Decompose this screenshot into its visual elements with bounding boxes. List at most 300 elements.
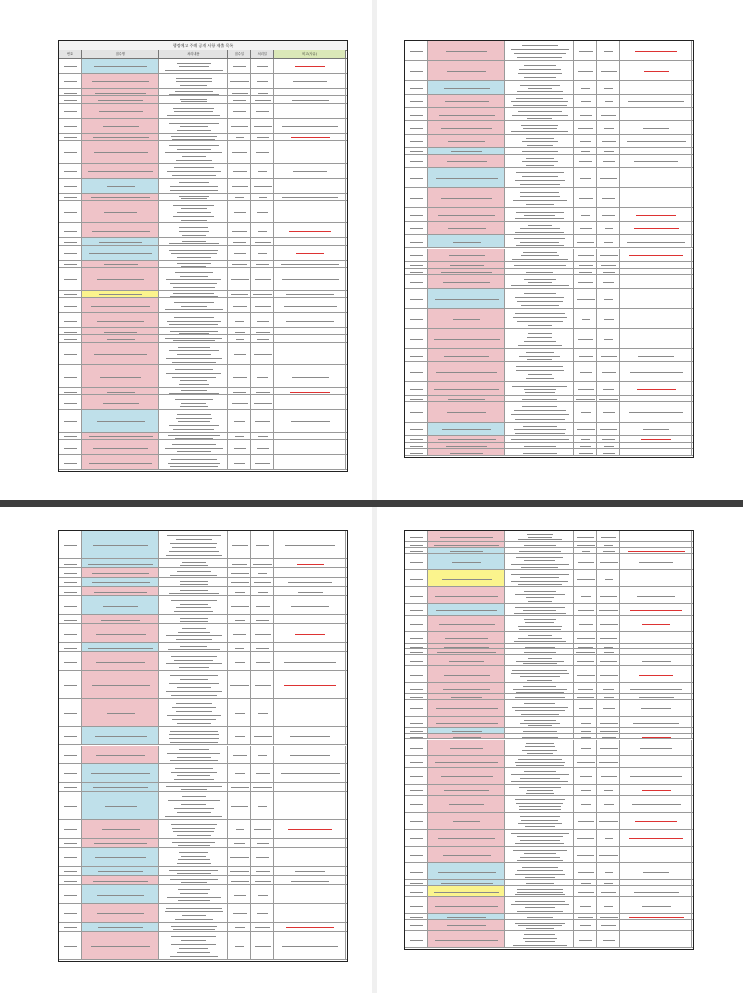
table-row (405, 813, 693, 830)
table-cell (405, 666, 428, 682)
table-cell (620, 785, 692, 795)
table-cell (620, 135, 692, 147)
table-cell (82, 867, 159, 875)
table-cell (159, 433, 228, 439)
table-cell (574, 423, 597, 435)
table-cell (597, 289, 620, 308)
table-cell (574, 362, 597, 381)
table-cell (428, 275, 505, 287)
table-row (405, 396, 693, 403)
table-cell (597, 847, 620, 863)
table-cell (505, 813, 574, 829)
table-cell (574, 897, 597, 913)
table-cell (274, 587, 346, 595)
table-row (59, 179, 347, 194)
table-cell (228, 328, 251, 334)
table-cell (159, 904, 228, 922)
table-cell (228, 820, 251, 838)
table-cell (620, 155, 692, 167)
table-cell (428, 616, 505, 632)
table-row (405, 188, 693, 208)
table-cell (82, 727, 159, 745)
table-cell (597, 683, 620, 693)
table-cell (405, 785, 428, 795)
table-cell (251, 839, 274, 847)
table-cell (59, 238, 82, 244)
table-cell (597, 880, 620, 885)
table-cell (82, 268, 159, 289)
table-row (59, 578, 347, 587)
table-cell (59, 615, 82, 623)
table-cell (228, 559, 251, 567)
table-cell (620, 289, 692, 308)
table-cell (505, 880, 574, 885)
table-cell (228, 792, 251, 819)
table-cell (59, 328, 82, 334)
table-cell (597, 796, 620, 812)
table-row (59, 568, 347, 577)
table-cell (428, 235, 505, 247)
table-cell (428, 148, 505, 154)
table-cell (620, 329, 692, 348)
table-cell (574, 402, 597, 421)
table-cell (574, 135, 597, 147)
table-cell (505, 683, 574, 693)
table-cell (82, 587, 159, 595)
table-cell (274, 643, 346, 651)
table-cell (405, 886, 428, 896)
table-cell (405, 148, 428, 154)
table-cell (251, 671, 274, 698)
table-row (59, 291, 347, 298)
table-cell (159, 783, 228, 791)
table-cell (428, 886, 505, 896)
table-cell (251, 867, 274, 875)
table-cell (228, 410, 251, 431)
table-cell (505, 649, 574, 654)
table-cell (597, 700, 620, 716)
table-cell (428, 188, 505, 207)
table-row (59, 624, 347, 643)
table-cell (405, 768, 428, 784)
table-cell (82, 904, 159, 922)
table-cell (82, 652, 159, 670)
table-cell (274, 624, 346, 642)
table-cell (574, 655, 597, 665)
table-cell (82, 932, 159, 959)
table-cell (274, 59, 346, 73)
table-cell (274, 179, 346, 193)
table-cell (405, 309, 428, 328)
table-cell (274, 867, 346, 875)
table-cell (597, 616, 620, 632)
table-cell (428, 95, 505, 107)
table-cell (620, 847, 692, 863)
table-cell (82, 559, 159, 567)
table-cell (59, 699, 82, 726)
table-cell (251, 395, 274, 409)
table-cell (428, 920, 505, 930)
table-cell (505, 886, 574, 896)
table-row (405, 531, 693, 542)
table-cell (228, 531, 251, 558)
table-cell (159, 201, 228, 222)
table-cell (274, 848, 346, 866)
table-cell (505, 121, 574, 133)
table-cell (505, 188, 574, 207)
table-cell (405, 436, 428, 442)
table-cell (428, 897, 505, 913)
table-cell (274, 764, 346, 782)
table-cell (82, 885, 159, 903)
table-row (405, 41, 693, 61)
table-cell (405, 880, 428, 885)
table-cell (251, 848, 274, 866)
table-cell (574, 269, 597, 275)
table-cell (228, 615, 251, 623)
table-cell (59, 746, 82, 764)
table-cell (82, 578, 159, 586)
table-row (405, 785, 693, 796)
table-cell (597, 222, 620, 234)
table-cell (82, 848, 159, 866)
table-cell (251, 440, 274, 454)
table-cell (574, 785, 597, 795)
table-cell (82, 783, 159, 791)
table-cell (159, 365, 228, 386)
table-cell (597, 655, 620, 665)
table-cell (82, 141, 159, 162)
table-cell (59, 313, 82, 327)
table-cell (82, 298, 159, 312)
table-cell (228, 596, 251, 614)
table-cell (251, 268, 274, 289)
page-bottom-left (58, 530, 348, 962)
table-cell (251, 291, 274, 297)
table-cell (620, 768, 692, 784)
table-cell (428, 269, 505, 275)
table-cell (405, 349, 428, 361)
table-cell (620, 649, 692, 654)
table-cell (274, 164, 346, 178)
table-cell (82, 96, 159, 102)
table-cell (159, 89, 228, 95)
table-cell (574, 700, 597, 716)
table-cell (82, 746, 159, 764)
table-cell (405, 262, 428, 268)
table-cell (251, 746, 274, 764)
table-cell (159, 867, 228, 875)
table-cell (59, 343, 82, 364)
table-cell (620, 897, 692, 913)
table-row (405, 700, 693, 717)
table-row (59, 904, 347, 923)
table-cell (505, 168, 574, 187)
table-row (59, 867, 347, 876)
table-cell (505, 41, 574, 60)
table-cell (274, 328, 346, 334)
table-cell (428, 41, 505, 60)
table-cell (82, 433, 159, 439)
table-cell (82, 455, 159, 469)
table-cell (574, 81, 597, 93)
table-cell (251, 335, 274, 341)
table-cell (59, 568, 82, 576)
table-cell (82, 238, 159, 244)
table-cell (428, 694, 505, 699)
table-row (405, 95, 693, 108)
table-cell (574, 813, 597, 829)
table-cell (59, 179, 82, 193)
table-cell (505, 396, 574, 402)
table-row (405, 920, 693, 931)
table-cell (274, 652, 346, 670)
table-cell (620, 570, 692, 586)
table-cell (405, 289, 428, 308)
table-cell (59, 643, 82, 651)
table-cell (228, 194, 251, 200)
table-cell (251, 194, 274, 200)
table-cell (597, 768, 620, 784)
table-cell (428, 649, 505, 654)
table-row (405, 168, 693, 188)
table-cell (59, 839, 82, 847)
table-cell (251, 578, 274, 586)
table-cell (574, 548, 597, 553)
table-cell (405, 717, 428, 727)
table-row (59, 298, 347, 313)
table-cell (597, 436, 620, 442)
table-cell (228, 455, 251, 469)
table-cell (82, 365, 159, 386)
table-cell (82, 671, 159, 698)
table-cell (428, 880, 505, 885)
table-cell (159, 335, 228, 341)
table-cell (574, 570, 597, 586)
table-cell (428, 382, 505, 394)
table-cell (505, 249, 574, 261)
table-cell (505, 616, 574, 632)
table-cell (405, 644, 428, 649)
table-cell (274, 313, 346, 327)
table-cell (159, 141, 228, 162)
table-cell (274, 134, 346, 140)
table-cell (228, 876, 251, 884)
table-cell (228, 291, 251, 297)
table-cell (228, 568, 251, 576)
table-cell (505, 768, 574, 784)
table-cell (405, 275, 428, 287)
table-cell (82, 119, 159, 133)
table-cell (228, 104, 251, 118)
table-row (59, 74, 347, 89)
table-cell (505, 644, 574, 649)
table-cell (59, 388, 82, 394)
table-cell (620, 269, 692, 275)
table-cell (274, 699, 346, 726)
table-row (405, 269, 693, 276)
table-cell (428, 655, 505, 665)
table-cell (159, 298, 228, 312)
table-cell (159, 643, 228, 651)
table-cell (597, 604, 620, 614)
table-cell (228, 671, 251, 698)
table-cell (428, 740, 505, 756)
table-cell (505, 235, 574, 247)
table-cell (59, 74, 82, 88)
table-cell (159, 764, 228, 782)
table-cell (574, 542, 597, 547)
table-cell (620, 880, 692, 885)
table-header-row (59, 50, 347, 59)
table-cell (274, 89, 346, 95)
table-cell (428, 796, 505, 812)
table-cell (597, 542, 620, 547)
table-row (59, 848, 347, 867)
table-cell (251, 783, 274, 791)
table-row (405, 289, 693, 309)
table-cell (251, 134, 274, 140)
table-cell (428, 683, 505, 693)
table-cell (574, 847, 597, 863)
table-cell (505, 362, 574, 381)
table-title: 행정예고 주례 공개 사항 제출 목록 (59, 41, 347, 51)
table-cell (251, 365, 274, 386)
table-row (405, 756, 693, 767)
table-cell (159, 388, 228, 394)
table-cell (274, 923, 346, 931)
table-cell (620, 813, 692, 829)
table-cell (620, 542, 692, 547)
table-cell (59, 531, 82, 558)
table-cell (274, 298, 346, 312)
table-cell (405, 616, 428, 632)
table-cell (597, 548, 620, 553)
table-cell (574, 717, 597, 727)
table-cell (574, 740, 597, 756)
table-cell (574, 436, 597, 442)
table-cell (505, 632, 574, 642)
table-cell (82, 410, 159, 431)
table-row (405, 309, 693, 329)
table-row (59, 164, 347, 179)
table-cell (59, 164, 82, 178)
table-cell (405, 235, 428, 247)
table-cell (620, 95, 692, 107)
table-cell (574, 108, 597, 120)
table-cell (428, 168, 505, 187)
table-cell (428, 700, 505, 716)
table-cell (251, 246, 274, 260)
table-cell (59, 578, 82, 586)
table-cell (574, 275, 597, 287)
table-row (59, 410, 347, 432)
table-cell (82, 923, 159, 931)
table-cell (428, 587, 505, 603)
table-cell (82, 164, 159, 178)
table-cell (159, 596, 228, 614)
table-row (59, 746, 347, 765)
table-cell (159, 343, 228, 364)
table-cell (574, 616, 597, 632)
table-cell (574, 666, 597, 682)
table-cell (59, 904, 82, 922)
table-cell (405, 208, 428, 220)
table-cell (597, 362, 620, 381)
table-cell (82, 313, 159, 327)
table-cell (597, 208, 620, 220)
table-cell (620, 728, 692, 733)
table-cell (574, 768, 597, 784)
table-cell (597, 95, 620, 107)
table-cell (274, 904, 346, 922)
table-cell (228, 313, 251, 327)
table-cell (574, 830, 597, 846)
table-cell (505, 382, 574, 394)
table-cell (620, 886, 692, 896)
table-cell (228, 587, 251, 595)
table-cell (405, 813, 428, 829)
table-cell (274, 671, 346, 698)
table-cell (82, 134, 159, 140)
table-cell (228, 179, 251, 193)
table-cell (620, 531, 692, 541)
table-row (405, 768, 693, 785)
table-cell (405, 700, 428, 716)
table-row (405, 740, 693, 757)
table-cell (405, 269, 428, 275)
table-cell (251, 298, 274, 312)
table-cell (82, 179, 159, 193)
table-cell (428, 81, 505, 93)
table-cell (405, 168, 428, 187)
table-row (405, 249, 693, 262)
table-cell (597, 108, 620, 120)
table-cell (428, 830, 505, 846)
table-cell (428, 309, 505, 328)
table-cell (405, 548, 428, 553)
table-cell (251, 433, 274, 439)
table-cell (505, 655, 574, 665)
table-cell (228, 141, 251, 162)
table-cell (251, 119, 274, 133)
table-cell (228, 59, 251, 73)
table-cell (82, 201, 159, 222)
table-cell (620, 382, 692, 394)
table-cell (597, 262, 620, 268)
table-row (59, 335, 347, 342)
table-cell (251, 531, 274, 558)
table-cell (597, 168, 620, 187)
table-row (59, 201, 347, 223)
table-cell (620, 208, 692, 220)
table-cell (428, 249, 505, 261)
table-cell (405, 897, 428, 913)
table-cell (620, 81, 692, 93)
table-cell (82, 792, 159, 819)
table-row (405, 796, 693, 813)
table-cell (428, 717, 505, 727)
table-cell (159, 839, 228, 847)
table-sheet (58, 40, 348, 472)
table-cell (505, 402, 574, 421)
table-row (405, 235, 693, 248)
table-cell (574, 728, 597, 733)
table-cell (251, 343, 274, 364)
table-row (59, 652, 347, 671)
table-cell (59, 395, 82, 409)
table-cell (82, 328, 159, 334)
